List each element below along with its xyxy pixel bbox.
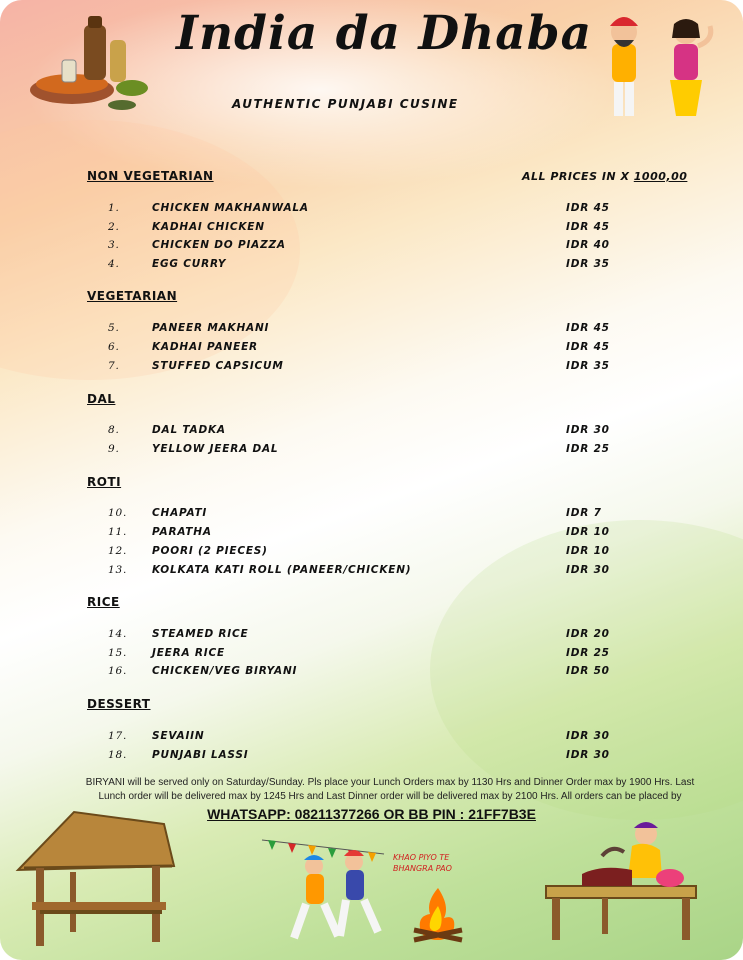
item-price: IDR 35 [566, 258, 610, 270]
menu-item [0, 507, 743, 525]
item-number: 1. [108, 202, 120, 214]
slogan-line: BHANGRA PAO [393, 864, 452, 873]
item-number: 17. [108, 730, 128, 742]
section-title: RICE [87, 595, 120, 609]
item-price: IDR 25 [566, 443, 610, 455]
item-number: 7. [108, 360, 120, 372]
item-name: STUFFED CAPSICUM [152, 360, 284, 372]
item-price: IDR 30 [566, 730, 610, 742]
resting-man-icon [542, 816, 702, 946]
item-price: IDR 20 [566, 628, 610, 640]
item-name: EGG CURRY [152, 258, 227, 270]
item-price: IDR 30 [566, 424, 610, 436]
item-number: 15. [108, 647, 128, 659]
item-name: CHICKEN DO PIAZZA [152, 239, 286, 251]
item-price: IDR 30 [566, 564, 610, 576]
item-name: STEAMED RICE [152, 628, 249, 640]
item-price: IDR 10 [566, 526, 610, 538]
menu-item [0, 221, 743, 239]
item-number: 8. [108, 424, 120, 436]
item-price: IDR 7 [566, 507, 602, 519]
hut-icon [14, 806, 184, 952]
item-name: KADHAI CHICKEN [152, 221, 265, 233]
menu-item [0, 749, 743, 767]
item-name: PANEER MAKHANI [152, 322, 270, 334]
order-notes-line: Lunch order will be delivered max by 1245 Hrs and Last Dinner order will be delivered max by 2100 Hrs. All orders can be placed by [98, 791, 682, 802]
item-name: KOLKATA KATI ROLL (PANEER/CHICKEN) [152, 564, 412, 576]
item-name: SEVAIIN [152, 730, 205, 742]
item-number: 18. [108, 749, 128, 761]
item-name: DAL TADKA [152, 424, 226, 436]
item-name: CHAPATI [152, 507, 208, 519]
section-title: VEGETARIAN [87, 289, 178, 303]
restaurant-subtitle: AUTHENTIC PUNJABI CUSINE [232, 97, 459, 111]
menu-item [0, 665, 743, 683]
section-title: DAL [87, 392, 116, 406]
menu-item [0, 424, 743, 442]
item-number: 11. [108, 526, 128, 538]
item-price: IDR 50 [566, 665, 610, 677]
menu-item [0, 322, 743, 340]
dancers-icon [258, 818, 418, 946]
item-name: PARATHA [152, 526, 212, 538]
price-note [522, 170, 687, 183]
menu-item [0, 360, 743, 378]
section-title: NON VEGETARIAN [87, 169, 214, 183]
menu-item [0, 730, 743, 748]
restaurant-title: India da Dhaba [176, 6, 593, 61]
menu-item [0, 341, 743, 359]
item-price: IDR 45 [566, 202, 610, 214]
order-notes-line: BIRYANI will be served only on Saturday/Sunday. Pls place your Lunch Orders max by 1130 Hrs and Dinner Order max by 1900 Hrs. Last [85, 777, 695, 788]
menu-item [0, 628, 743, 646]
item-name: CHICKEN/VEG BIRYANI [152, 665, 298, 677]
item-number: 2. [108, 221, 120, 233]
menu-item [0, 526, 743, 544]
menu-item [0, 258, 743, 276]
menu-item [0, 564, 743, 582]
item-price: IDR 45 [566, 322, 610, 334]
price-note-amount: 1000,00 [633, 170, 688, 183]
menu-item [0, 239, 743, 257]
item-name: POORI (2 PIECES) [152, 545, 268, 557]
item-name: PUNJABI LASSI [152, 749, 249, 761]
item-number: 16. [108, 665, 128, 677]
item-number: 4. [108, 258, 120, 270]
item-name: KADHAI PANEER [152, 341, 258, 353]
item-number: 14. [108, 628, 128, 640]
contact-info: WHATSAPP: 08211377266 OR BB PIN : 21FF7B3E [207, 806, 536, 822]
menu-item [0, 202, 743, 220]
item-number: 3. [108, 239, 120, 251]
menu-item [0, 647, 743, 665]
punjabi-couple-icon [592, 10, 724, 126]
bonfire-icon [410, 884, 466, 944]
item-name: JEERA RICE [152, 647, 225, 659]
section-title: ROTI [87, 475, 122, 489]
section-title: DESSERT [87, 697, 151, 711]
order-notes [80, 776, 700, 804]
slogan [393, 852, 452, 874]
item-number: 13. [108, 564, 128, 576]
spices-icon [22, 10, 152, 120]
menu-item [0, 545, 743, 563]
slogan-line: KHAO PIYO TE [393, 853, 450, 862]
item-price: IDR 25 [566, 647, 610, 659]
item-price: IDR 45 [566, 341, 610, 353]
item-price: IDR 30 [566, 749, 610, 761]
item-number: 12. [108, 545, 128, 557]
item-number: 6. [108, 341, 120, 353]
item-number: 9. [108, 443, 120, 455]
item-price: IDR 35 [566, 360, 610, 372]
item-number: 5. [108, 322, 120, 334]
item-name: YELLOW JEERA DAL [152, 443, 279, 455]
item-price: IDR 45 [566, 221, 610, 233]
item-number: 10. [108, 507, 128, 519]
item-name: CHICKEN MAKHANWALA [152, 202, 309, 214]
item-price: IDR 10 [566, 545, 610, 557]
menu-item [0, 443, 743, 461]
price-note-prefix: ALL PRICES IN X [522, 170, 630, 183]
item-price: IDR 40 [566, 239, 610, 251]
